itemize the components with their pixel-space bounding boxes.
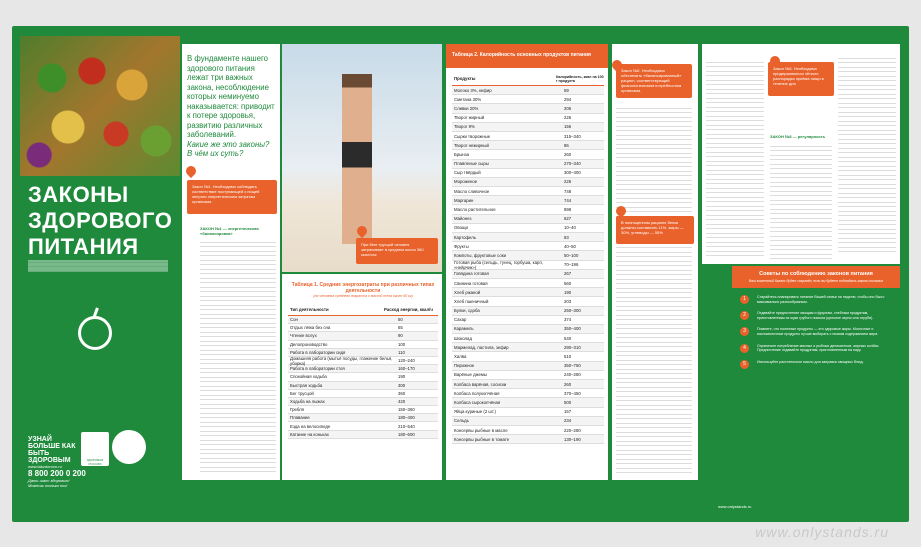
- row-label: Колбаса варёная, сосиски: [454, 381, 507, 387]
- table-row: [452, 178, 604, 187]
- row-value: 350–750: [564, 363, 581, 369]
- row-value: 234: [564, 418, 572, 424]
- row-label: Работа в лаборатории сидя: [290, 349, 346, 355]
- calorie-table: [452, 72, 604, 444]
- tip-item: [740, 327, 894, 336]
- table-row: [452, 196, 604, 205]
- row-value: 226: [564, 179, 572, 185]
- row-value: 190: [398, 374, 406, 380]
- row-label: Пирожное: [454, 363, 475, 369]
- row-label: Сахар: [454, 317, 467, 323]
- table-row: [452, 398, 604, 407]
- intro-paragraph: В фундаменте нашего здорового питания лежат три важных закона, несоблюдение которых неминуемо наказывается: приводит к потере здоровья, развитию различных заболеваний.: [187, 54, 275, 139]
- row-label: Мармелад, пастила, зефир: [454, 344, 509, 350]
- row-value: 157: [564, 409, 572, 415]
- row-label: Творог жирный: [454, 115, 485, 121]
- row-value: 250–300: [564, 308, 581, 314]
- row-value: 180–400: [398, 415, 415, 421]
- row-value: 50–100: [564, 252, 579, 258]
- table-row: [452, 132, 604, 141]
- law2-body: [616, 106, 692, 476]
- row-value: 300–400: [564, 170, 581, 176]
- row-label: Чтение вслух: [290, 333, 317, 339]
- row-label: Езда на велосипеде: [290, 423, 331, 429]
- row-value: 370–450: [564, 390, 581, 396]
- table-row: [452, 187, 604, 196]
- footer-phone: 8 800 200 0 200: [28, 469, 86, 478]
- row-value: 270–340: [564, 161, 581, 167]
- row-label: Майонез: [454, 216, 472, 222]
- row-label: Бег трусцой: [290, 390, 314, 396]
- table2-title: Таблица 2. Калорийность основных продуктов питания: [446, 44, 608, 68]
- table-row: [288, 390, 438, 398]
- law3-body: [770, 144, 832, 260]
- tip-text: Отдавайте предпочтение овощам и фруктам, хлебным продуктам, приготовленным из муки грубого помола (цельное зерно или отруби).: [757, 311, 874, 320]
- table-row: [288, 414, 438, 422]
- table-row: [288, 382, 438, 390]
- table-row: [288, 332, 438, 340]
- row-value: 160–170: [398, 366, 415, 372]
- row-label: Консервы рыбные в масле: [454, 427, 508, 433]
- tips-box: [732, 266, 900, 484]
- table-row: [452, 169, 604, 178]
- tip-number-icon: 2: [740, 311, 749, 320]
- row-label: Молоко 3%, кефир: [454, 87, 492, 93]
- table-row: [288, 431, 438, 439]
- tip-number-icon: 5: [740, 360, 749, 369]
- table-row: [452, 389, 604, 398]
- law3-text-right: [838, 56, 896, 256]
- healthy-russia-logo: [81, 432, 109, 466]
- row-label: Свинина готовая: [454, 280, 488, 286]
- table-row: [288, 316, 438, 324]
- row-value: 350–400: [564, 326, 581, 332]
- table-row: [452, 224, 604, 233]
- tip-item: [740, 311, 894, 320]
- row-value: 748: [564, 188, 572, 194]
- row-label: Консервы рыбные в томате: [454, 436, 510, 442]
- title-line: ЗАКОНЫ: [28, 182, 129, 207]
- tip-item: [740, 295, 894, 304]
- footer-contacts: [28, 436, 86, 488]
- row-value: 744: [564, 197, 572, 203]
- table-row: [288, 373, 438, 381]
- table1-col-energy: Расход энергии, ккал/ч: [384, 307, 433, 312]
- row-label: Яйца куриные (2 шт.): [454, 409, 496, 415]
- table-row: [452, 307, 604, 316]
- table1-subtitle: (на человека среднего возраста с массой тела около 60 кг): [313, 294, 413, 298]
- row-label: Готовая рыба (сельдь, тунец, горбуша, карп, «нейрчик»): [454, 259, 543, 270]
- row-value: 110: [398, 349, 405, 355]
- row-label: Компоты, фруктовые соки: [454, 252, 506, 258]
- table-row: [452, 86, 604, 95]
- ratio-callout: В полноценном рационе белки должны составлять 11%, жиры — 30%, углеводы — 55%: [616, 216, 694, 244]
- law3-heading: ЗАКОН №3 — регулярность: [770, 134, 826, 139]
- row-value: 220–280: [564, 427, 581, 433]
- row-label: Овощи: [454, 225, 468, 231]
- table-row: [452, 426, 604, 435]
- row-value: 210–540: [398, 423, 415, 429]
- row-label: Картофель: [454, 234, 477, 240]
- row-label: Колбаса сырокопчёная: [454, 399, 501, 405]
- table-row: [452, 435, 604, 444]
- table-row: [452, 279, 604, 288]
- law1-heading: ЗАКОН №1 — энергетическая «балансировка»: [200, 226, 259, 236]
- row-label: Гребля: [290, 407, 304, 413]
- row-value: 180–600: [398, 431, 415, 437]
- row-label: Сливки 20%: [454, 105, 479, 111]
- table-row: [452, 371, 604, 380]
- tips-list: [732, 295, 900, 369]
- row-label: Карамель: [454, 326, 474, 332]
- table-row: [452, 380, 604, 389]
- row-value: 86: [564, 142, 569, 148]
- row-label: Брынза: [454, 151, 470, 157]
- row-value: 267: [564, 271, 572, 277]
- tip-item: [740, 344, 894, 353]
- row-label: Фрукты: [454, 243, 469, 249]
- row-label: Шоколад: [454, 335, 472, 341]
- row-label: Творог 9%: [454, 124, 475, 130]
- tip-text: Используйте растительное масло для заправки овощных блюд.: [757, 359, 864, 364]
- row-value: 240–280: [564, 372, 581, 378]
- table2-header: [452, 72, 604, 86]
- table-row: [452, 150, 604, 159]
- row-label: Сон: [290, 317, 298, 323]
- table-row: [452, 242, 604, 251]
- footer-site: www.takzdorovo.ru: [28, 464, 62, 469]
- row-label: Масло сливочное: [454, 188, 490, 194]
- row-value: 560: [564, 280, 572, 286]
- energy-table: [288, 282, 438, 439]
- table-row: [452, 343, 604, 352]
- tip-number-icon: 3: [740, 327, 749, 336]
- row-label: Катание на коньках: [290, 431, 329, 437]
- row-value: 10–40: [564, 225, 576, 231]
- table-row: [452, 316, 604, 325]
- tip-number-icon: 1: [740, 295, 749, 304]
- partner-seal-icon: [112, 430, 146, 464]
- table-row: [288, 341, 438, 349]
- table-row: [452, 362, 604, 371]
- row-value: 100: [398, 341, 406, 347]
- law3-callout: Закон №3. Необходимо придерживаться чёткого распорядка приёма пищи в течение дня: [768, 62, 834, 96]
- tip-text: Помните, что полезные продукты — это здоровые жиры. Молочные и кисломолочные продукты лучше выбирать с низким содержанием жира.: [757, 327, 879, 336]
- row-label: Сыр твёрдый: [454, 170, 481, 176]
- row-value: 83: [564, 234, 569, 240]
- row-value: 360: [398, 390, 406, 396]
- tip-number-icon: 4: [740, 344, 749, 353]
- table-row: [452, 288, 604, 297]
- table2-col-product: Продукты: [454, 76, 476, 81]
- law2-callout: Закон №2. Необходимо обеспечить «балансированный» рацион, соответствующий физиологическим потребностям организма: [616, 64, 692, 98]
- title-line: ЗДОРОВОГО: [28, 208, 173, 233]
- table-row: [288, 398, 438, 406]
- row-value: 374: [564, 317, 572, 323]
- row-label: Маргарин: [454, 197, 474, 203]
- row-label: Варёные джемы: [454, 372, 487, 378]
- row-label: Плавленые сыры: [454, 161, 489, 167]
- row-value: 294: [564, 96, 572, 102]
- row-label: Работа в лаборатории стоя: [290, 366, 345, 372]
- row-value: 59: [564, 87, 569, 93]
- table-row: [288, 324, 438, 332]
- poster-title: [28, 182, 172, 260]
- table2-col-kcal: Калорийность, ккал на 100 г продукта: [556, 74, 604, 83]
- row-label: Спокойная ходьба: [290, 374, 327, 380]
- row-value: 420: [398, 398, 406, 404]
- table-row: [288, 406, 438, 414]
- row-value: 540: [564, 335, 572, 341]
- table-row: [452, 334, 604, 343]
- table-row: [452, 352, 604, 361]
- row-value: 40–50: [564, 243, 576, 249]
- row-value: 203: [564, 298, 572, 304]
- table1-title: Таблица 1. Средние энергозатраты при различных типах деятельности: [291, 282, 435, 294]
- row-value: 898: [564, 207, 572, 213]
- table-row: [452, 104, 604, 113]
- row-label: Сельдь: [454, 418, 469, 424]
- row-value: 206: [564, 105, 572, 111]
- intro-question: Какие же это законы? В чём их суть?: [187, 139, 270, 158]
- table-row: [288, 422, 438, 430]
- tips-subtitle: Ваш жизненный баланс будет сохранён, если вы будете соблюдать законы питания: [748, 279, 884, 283]
- apple-logo-icon: [78, 316, 112, 350]
- table-row: [452, 215, 604, 224]
- table1-body: [288, 316, 438, 439]
- table-row: [452, 297, 604, 306]
- footer-label: УЗНАЙ БОЛЬШЕ КАК БЫТЬ ЗДОРОВЫМ: [28, 436, 76, 464]
- law3-text-left: [706, 60, 764, 260]
- row-value: 65: [398, 325, 403, 331]
- table-row: [452, 233, 604, 242]
- row-value: 190: [564, 289, 572, 295]
- vegetables-photo: [20, 36, 180, 176]
- table-row: [452, 160, 604, 169]
- row-label: Хлеб пшеничный: [454, 298, 489, 304]
- tips-header: [732, 266, 900, 288]
- table-row: [452, 270, 604, 279]
- watermark: www.onlystands.ru: [755, 524, 889, 540]
- table-row: [288, 357, 438, 365]
- row-value: 510: [564, 354, 572, 360]
- table-row: [452, 417, 604, 426]
- table-row: [452, 408, 604, 417]
- row-value: 500: [564, 399, 572, 405]
- row-value: 70–196: [564, 262, 579, 268]
- tip-item: [740, 360, 894, 369]
- table-row: [452, 261, 604, 270]
- table-row: [452, 205, 604, 214]
- row-value: 290–310: [564, 344, 581, 350]
- row-value: 50: [398, 317, 403, 323]
- row-value: 156: [564, 124, 572, 130]
- table-row: [452, 114, 604, 123]
- tips-title: Советы по соблюдению законов питания: [759, 271, 873, 277]
- row-label: Творог нежирный: [454, 142, 489, 148]
- table2-body: [452, 86, 604, 444]
- runner-figure: [342, 74, 372, 244]
- row-label: Быстрая ходьба: [290, 382, 323, 388]
- table1-col-activity: Тип деятельности: [290, 307, 329, 312]
- row-value: 260: [564, 151, 572, 157]
- row-label: Делопроизводство: [290, 341, 328, 347]
- row-label: Булки, сдоба: [454, 308, 480, 314]
- row-label: Мороженое: [454, 179, 478, 185]
- row-value: 627: [564, 216, 572, 222]
- row-label: Говядина готовая: [454, 271, 489, 277]
- law1-body: [200, 240, 276, 476]
- title-line: ПИТАНИЯ: [28, 234, 139, 259]
- row-label: Сметана 30%: [454, 96, 482, 102]
- fine-print: [28, 260, 168, 272]
- row-label: Хлеб ржаной: [454, 289, 481, 295]
- table-row: [452, 325, 604, 334]
- row-value: 130–190: [564, 436, 581, 442]
- logo-label: ЗДОРОВАЯ РОССИЯ: [86, 458, 104, 466]
- row-value: 90: [398, 333, 403, 339]
- row-label: Отдых лёжа без сна: [290, 325, 331, 331]
- bottom-site: www.onlystands.ru: [718, 504, 752, 509]
- row-label: Халва: [454, 354, 467, 360]
- table-row: [452, 95, 604, 104]
- tip-text: Ограничьте потребление мясных и рыбных деликатесов, жирных колбас. Предпочтение отдавайте продуктам, приготовленным на пару.: [757, 343, 880, 353]
- row-label: Масло растительное: [454, 207, 496, 213]
- table-row: [288, 365, 438, 373]
- runner-callout: При беге трусцой человек затрачивает в среднем около 360 ккал/час: [356, 238, 438, 264]
- row-label: Сырки творожные: [454, 133, 491, 139]
- row-value: 120–240: [398, 358, 415, 364]
- law1-callout: Закон №1. Необходимо соблюдать соответствие поступающей с пищей энергии энергетическим затратам организма: [187, 180, 277, 214]
- tip-text: Старайтесь планировать питание Вашей семьи на неделю, чтобы оно было максимально разнообразным.: [757, 295, 885, 304]
- row-value: 260: [564, 381, 572, 387]
- footer-slogan: Дать шанс здоровью! Можешь только ты!: [28, 478, 70, 488]
- table-row: [452, 123, 604, 132]
- row-label: Плавание: [290, 415, 310, 421]
- row-value: 300: [398, 382, 406, 388]
- row-value: 226: [564, 115, 572, 121]
- intro-text: [187, 54, 275, 159]
- row-label: Домашняя работа (мытьё посуды, глажение белья, уборка): [290, 355, 393, 366]
- row-label: Колбаса полукопчёная: [454, 390, 500, 396]
- table1-header: [288, 304, 438, 316]
- table-row: [452, 141, 604, 150]
- row-value: 150–360: [398, 407, 415, 413]
- row-label: Ходьба на лыжах: [290, 398, 325, 404]
- row-value: 315–340: [564, 133, 581, 139]
